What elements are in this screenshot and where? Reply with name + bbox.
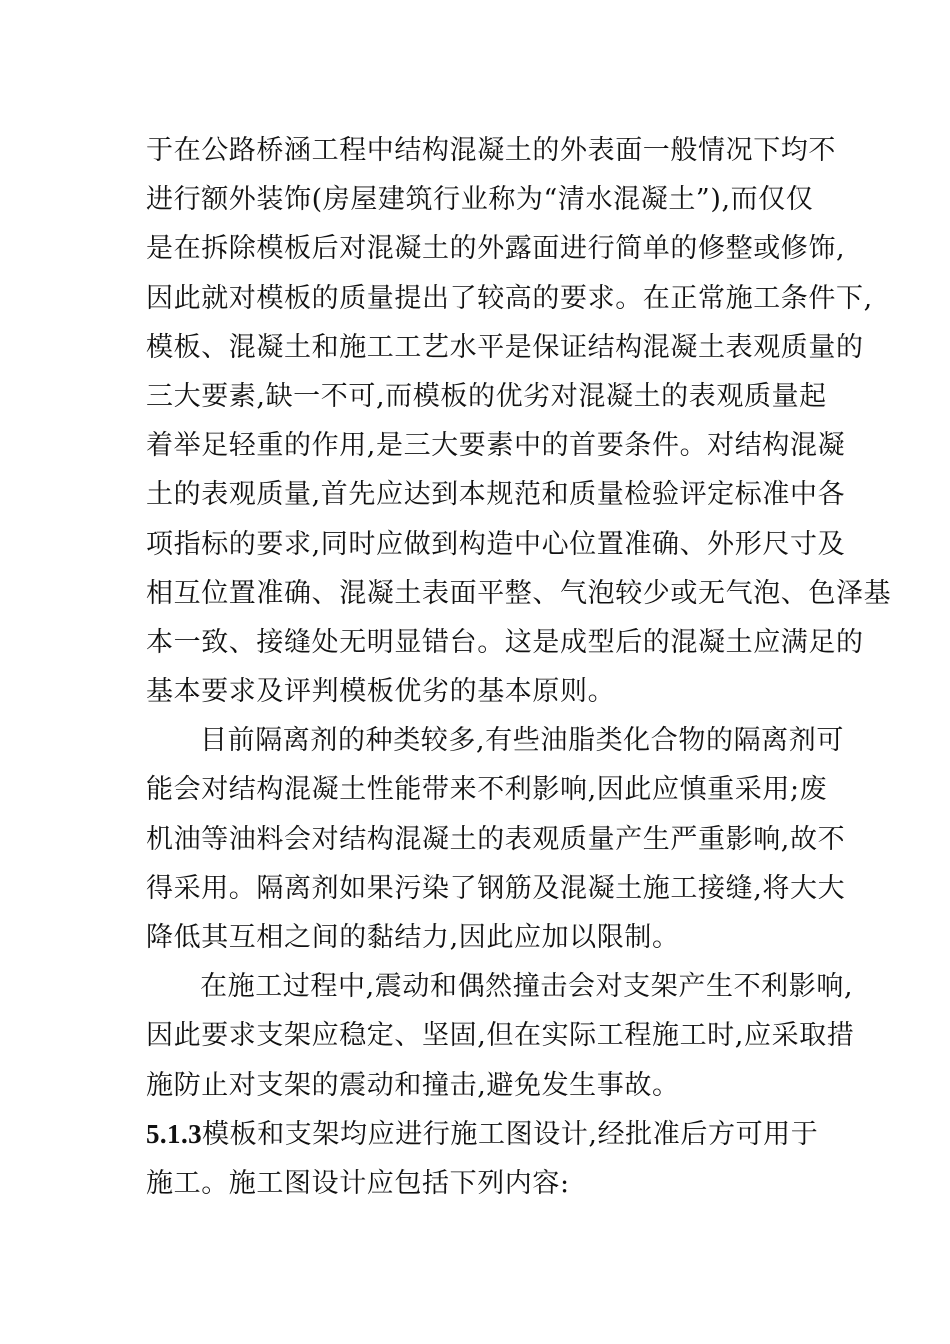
body-text	[146, 126, 892, 1208]
text-line: 着举足轻重的作用,是三大要素中的首要条件。对结构混凝	[146, 430, 846, 462]
text-line: 降低其互相之间的黏结力,因此应加以限制。	[146, 922, 680, 953]
clause-number: 5.1.3	[146, 1118, 202, 1149]
text-line: 因此要求支架应稳定、坚固,但在实际工程施工时,应采取措	[146, 1020, 855, 1052]
text-line: 于在公路桥涵工程中结构混凝土的外表面一般情况下均不	[146, 135, 836, 166]
text-line: 是在拆除模板后对混凝土的外露面进行简单的修整或修饰,	[146, 233, 846, 265]
text-line: 机油等油料会对结构混凝土的表观质量产生严重影响,故不	[146, 823, 846, 855]
text-line: 因此就对模板的质量提出了较高的要求。在正常施工条件下,	[146, 282, 873, 314]
text-line: 项指标的要求,同时应做到构造中心位置准确、外形尺寸及	[146, 528, 846, 560]
text-line: 得采用。隔离剂如果污染了钢筋及混凝土施工接缝,将大大	[146, 872, 846, 904]
text-line: 相互位置准确、混凝土表面平整、气泡较少或无气泡、色泽基	[146, 577, 892, 609]
paragraph-start-line: 目前隔离剂的种类较多,有些油脂类化合物的隔离剂可	[200, 725, 844, 757]
text-line: 进行额外装饰(房屋建筑行业称为“清水混凝土”),而仅仅	[146, 184, 814, 216]
text-line: 土的表观质量,首先应达到本规范和质量检验评定标准中各	[146, 479, 846, 511]
text-line: 基本要求及评判模板优劣的基本原则。	[146, 676, 616, 708]
text-line: 能会对结构混凝土性能带来不利影响,因此应慎重采用;废	[146, 774, 828, 806]
text-line: 本一致、接缝处无明显错台。这是成型后的混凝土应满足的	[146, 626, 864, 658]
clause-text: 模板和支架均应进行施工图设计,经批准后方可用于	[202, 1118, 819, 1150]
text-line: 三大要素,缺一不可,而模板的优劣对混凝土的表观质量起	[146, 380, 827, 412]
clause-heading-line	[146, 1110, 826, 1159]
paragraph-start-line: 在施工过程中,震动和偶然撞击会对支架产生不利影响,	[200, 971, 854, 1003]
text-line: 模板、混凝土和施工工艺水平是保证结构混凝土表观质量的	[146, 331, 864, 363]
text-line: 施防止对支架的震动和撞击,避免发生事故。	[146, 1069, 680, 1101]
clause-continuation-line: 施工。施工图设计应包括下列内容:	[146, 1167, 570, 1199]
